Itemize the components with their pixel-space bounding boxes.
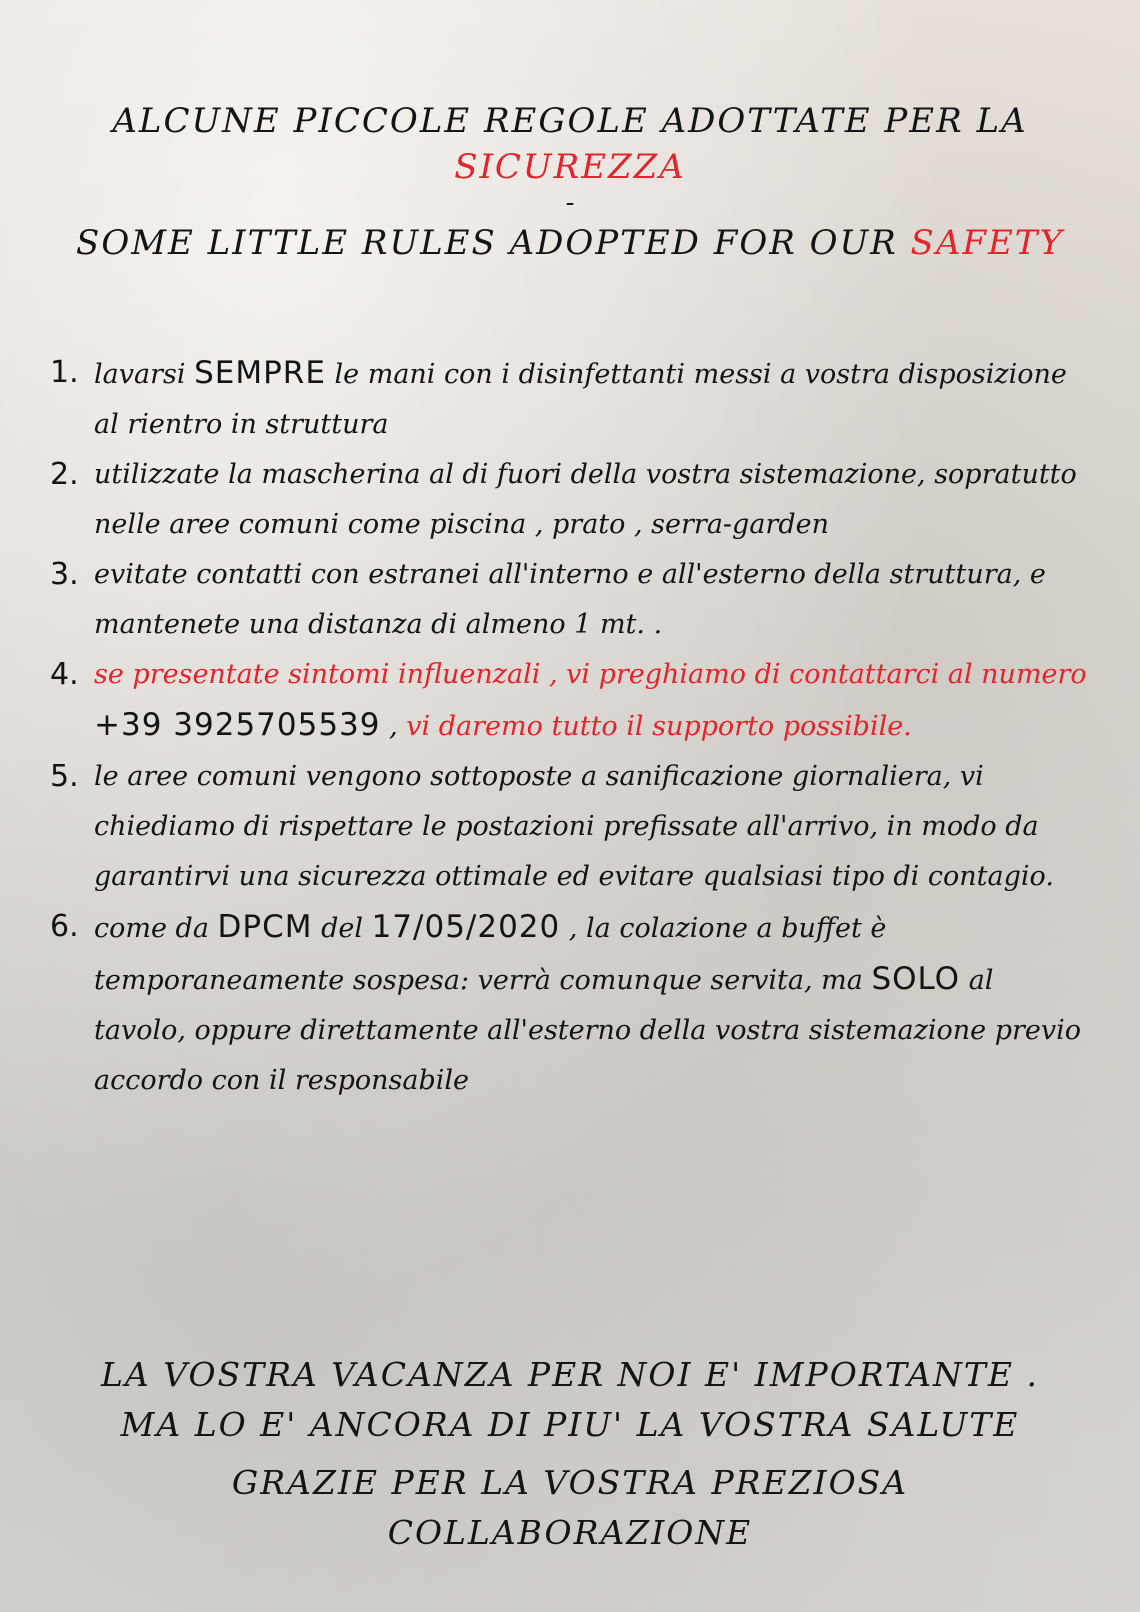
rule-number: 2. — [50, 457, 79, 492]
rule-number: 3. — [50, 557, 79, 592]
rule-number: 4. — [50, 657, 79, 692]
rule-number: 6. — [50, 909, 79, 944]
closing-line-2: MA LO E' ANCORA DI PIU' LA VOSTRA SALUTE — [120, 1405, 1020, 1444]
title-italian — [40, 98, 1100, 190]
title-english-text: SOME LITTLE RULES ADOPTED FOR OUR — [76, 223, 898, 263]
thanks-message — [40, 1458, 1100, 1558]
rule-text — [94, 348, 1090, 450]
rule-text: le aree comuni vengono sottoposte a sanificazione giornaliera, vi chiediamo di rispettare le postazioni prefissate all'arrivo, in modo da garantirvi una sicurezza ottimale ed evitare qualsiasi tipo di contagio. — [94, 761, 1054, 892]
rule-text — [94, 902, 1090, 1106]
rule-1 — [50, 348, 1090, 450]
title-english — [40, 220, 1100, 266]
rule-6 — [50, 902, 1090, 1106]
rule-text — [94, 650, 1090, 752]
closing-message — [40, 1350, 1100, 1450]
closing-line-1: LA VOSTRA VACANZA PER NOI E' IMPORTANTE . — [100, 1355, 1040, 1394]
rule-6-post: al tavolo, oppure direttamente all'esterno della vostra sistemazione previo accordo con il responsabile — [94, 965, 1082, 1096]
rule-6-mid: , la colazione a buffet è temporaneamente sospesa: verrà comunque servita, ma — [94, 913, 887, 996]
rule-1-pre: lavarsi — [94, 359, 186, 390]
rule-6-dpcm: DPCM — [217, 909, 313, 945]
rule-1-post: le mani con i disinfettanti messi a vostra disposizione al rientro in struttura — [94, 359, 1067, 440]
rule-5 — [50, 752, 1090, 902]
header — [40, 98, 1100, 266]
title-separator: - — [565, 188, 575, 218]
title-italian-highlight: SICUREZZA — [454, 147, 686, 187]
rule-4-warning: se presentate sintomi influenzali , vi preghiamo di contattarci al numero — [94, 659, 1087, 690]
thanks-line-1: GRAZIE PER LA VOSTRA PREZIOSA — [231, 1463, 909, 1502]
rule-text: utilizzate la mascherina al di fuori della vostra sistemazione, sopratutto nelle aree comuni come piscina , prato , serra-garden — [94, 459, 1077, 540]
title-english-highlight: SAFETY — [910, 223, 1064, 263]
rule-1-emphasis: SEMPRE — [194, 355, 326, 391]
rule-text: evitate contatti con estranei all'interno e all'esterno della struttura, e mantenete una distanza di almeno 1 mt. . — [94, 559, 1046, 640]
rule-3 — [50, 550, 1090, 650]
rules-list — [50, 348, 1090, 1106]
thanks-line-2: COLLABORAZIONE — [387, 1513, 753, 1552]
rule-6-del: del — [321, 913, 363, 944]
rule-number: 5. — [50, 759, 79, 794]
rule-6-date: 17/05/2020 — [371, 909, 561, 945]
rule-4-comma: , — [389, 711, 398, 742]
rule-4-support: vi daremo tutto il supporto possibile. — [406, 711, 912, 742]
phone-number: +39 3925705539 — [94, 707, 381, 743]
rule-number: 1. — [50, 355, 79, 390]
title-italian-text: ALCUNE PICCOLE REGOLE ADOTTATE PER LA — [112, 101, 1028, 141]
rule-6-pre: come da — [94, 913, 209, 944]
rule-2 — [50, 450, 1090, 550]
rule-4 — [50, 650, 1090, 752]
rule-6-solo: SOLO — [871, 961, 961, 997]
